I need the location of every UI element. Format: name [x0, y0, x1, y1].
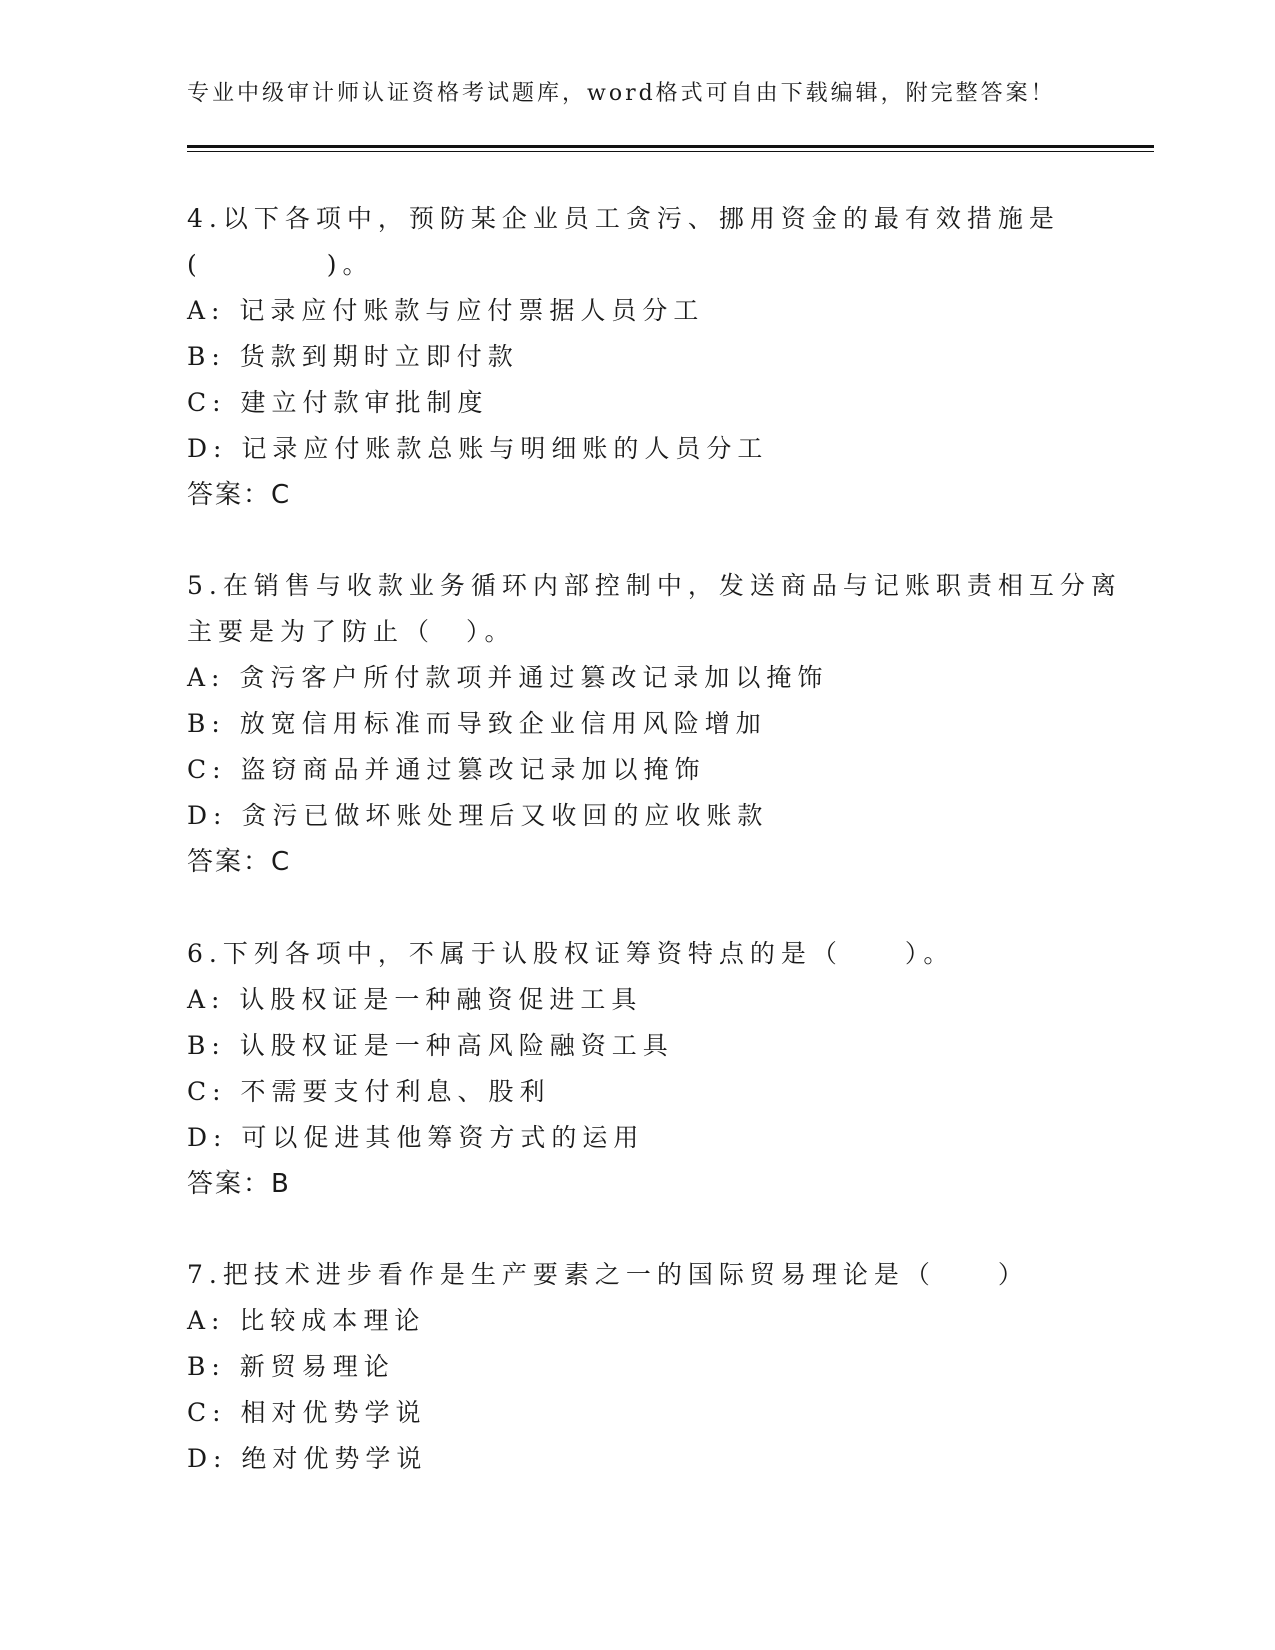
answer-label: 答案：B: [187, 1169, 291, 1199]
header-divider: [187, 145, 1154, 152]
option-c: C: 不需要支付利息、股利: [187, 1077, 551, 1106]
option-d: D: 可以促进其他筹资方式的运用: [187, 1123, 645, 1152]
answer-label: 答案：C: [187, 480, 292, 510]
page-header: 专业中级审计师认证资格考试题库，word格式可自由下载编辑，附完整答案！: [187, 81, 1056, 106]
option-a: A: 记录应付账款与应付票据人员分工: [187, 296, 705, 325]
question-stem-line: 4.以下各项中，预防某企业员工贪污、挪用资金的最有效措施是: [187, 204, 1060, 233]
answer-label: 答案：C: [187, 847, 292, 877]
option-d: D: 贪污已做坏账处理后又收回的应收账款: [187, 801, 769, 830]
option-b: B: 放宽信用标准而导致企业信用风险增加: [187, 709, 767, 738]
option-b: B: 货款到期时立即付款: [187, 342, 519, 371]
question-stem-line: 6.下列各项中，不属于认股权证筹资特点的是（ ）。: [187, 939, 955, 968]
option-c: C: 盗窃商品并通过篡改记录加以掩饰: [187, 755, 706, 784]
option-c: C: 相对优势学说: [187, 1398, 427, 1427]
option-c: C: 建立付款审批制度: [187, 388, 489, 417]
option-d: D: 记录应付账款总账与明细账的人员分工: [187, 434, 769, 463]
option-d: D: 绝对优势学说: [187, 1444, 428, 1473]
question-6: [187, 931, 1087, 1207]
question-stem-line: ( )。: [187, 250, 374, 279]
question-stem-line: 7.把技术进步看作是生产要素之一的国际贸易理论是（ ）: [187, 1260, 1029, 1289]
option-a: A: 比较成本理论: [187, 1306, 426, 1335]
option-b: B: 新贸易理论: [187, 1352, 395, 1381]
question-5: [187, 563, 1122, 885]
option-a: A: 贪污客户所付款项并通过篡改记录加以掩饰: [187, 663, 829, 692]
option-b: B: 认股权证是一种高风险融资工具: [187, 1031, 674, 1060]
option-a: A: 认股权证是一种融资促进工具: [187, 985, 643, 1014]
question-7: [187, 1252, 1087, 1482]
question-stem-line: 主要是为了防止（ ）。: [187, 617, 516, 646]
question-4: [187, 196, 1087, 518]
question-stem-line: 5.在销售与收款业务循环内部控制中，发送商品与记账职责相互分离: [187, 571, 1122, 600]
